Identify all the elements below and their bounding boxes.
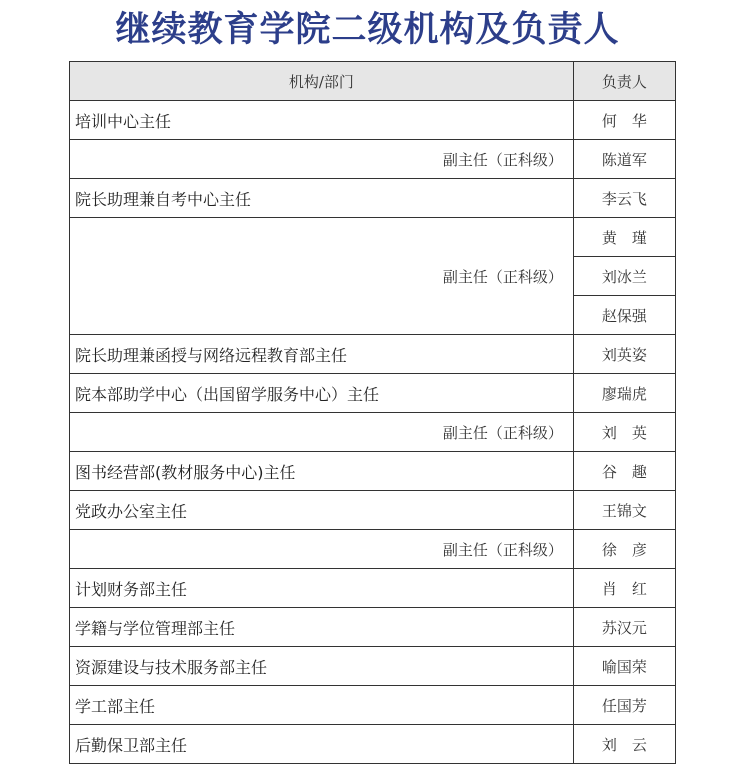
- org-name: 资源建设与技术服务部主任: [70, 647, 574, 686]
- org-name: 后勤保卫部主任: [70, 725, 574, 764]
- table-header-row: [70, 62, 676, 101]
- person-name: 任国芳: [573, 686, 675, 725]
- table-row: [70, 608, 676, 647]
- person-name: 陈道军: [573, 140, 675, 179]
- org-name: 培训中心主任: [70, 101, 574, 140]
- deputy-title: 副主任（正科级）: [70, 140, 574, 179]
- person-name: 何 华: [573, 101, 675, 140]
- person-name: 喻国荣: [573, 647, 675, 686]
- page-title: 继续教育学院二级机构及负责人: [115, 10, 620, 50]
- table-row: [70, 686, 676, 725]
- header-head: 负责人: [573, 62, 675, 101]
- table-row: [70, 491, 676, 530]
- deputy-title: 副主任（正科级）: [70, 530, 574, 569]
- table-row: [70, 725, 676, 764]
- person-name: 肖 红: [573, 569, 675, 608]
- org-name: 计划财务部主任: [70, 569, 574, 608]
- table-row: [70, 101, 676, 140]
- person-name: 刘英姿: [573, 335, 675, 374]
- person-name: 苏汉元: [573, 608, 675, 647]
- org-name: 学籍与学位管理部主任: [70, 608, 574, 647]
- org-name: 院长助理兼函授与网络远程教育部主任: [70, 335, 574, 374]
- person-name: 刘冰兰: [573, 257, 675, 296]
- table-row: [70, 452, 676, 491]
- person-name: 赵保强: [573, 296, 675, 335]
- org-name: 院长助理兼自考中心主任: [70, 179, 574, 218]
- table-row: [70, 218, 676, 257]
- org-name: 院本部助学中心（出国留学服务中心）主任: [70, 374, 574, 413]
- org-name: 图书经营部(教材服务中心)主任: [70, 452, 574, 491]
- org-table: [69, 61, 676, 764]
- person-name: 谷 趣: [573, 452, 675, 491]
- table-row: [70, 647, 676, 686]
- person-name: 刘 云: [573, 725, 675, 764]
- org-name: 学工部主任: [70, 686, 574, 725]
- table-row: [70, 179, 676, 218]
- person-name: 徐 彦: [573, 530, 675, 569]
- person-name: 黄 瑾: [573, 218, 675, 257]
- org-name: 党政办公室主任: [70, 491, 574, 530]
- table-row: [70, 569, 676, 608]
- person-name: 廖瑞虎: [573, 374, 675, 413]
- table-row: [70, 335, 676, 374]
- person-name: 刘 英: [573, 413, 675, 452]
- deputy-title: 副主任（正科级）: [70, 218, 574, 335]
- person-name: 李云飞: [573, 179, 675, 218]
- deputy-title: 副主任（正科级）: [70, 413, 574, 452]
- table-row: [70, 374, 676, 413]
- table-row: [70, 140, 676, 179]
- table-row: [70, 413, 676, 452]
- header-org: 机构/部门: [70, 62, 574, 101]
- table-row: [70, 530, 676, 569]
- person-name: 王锦文: [573, 491, 675, 530]
